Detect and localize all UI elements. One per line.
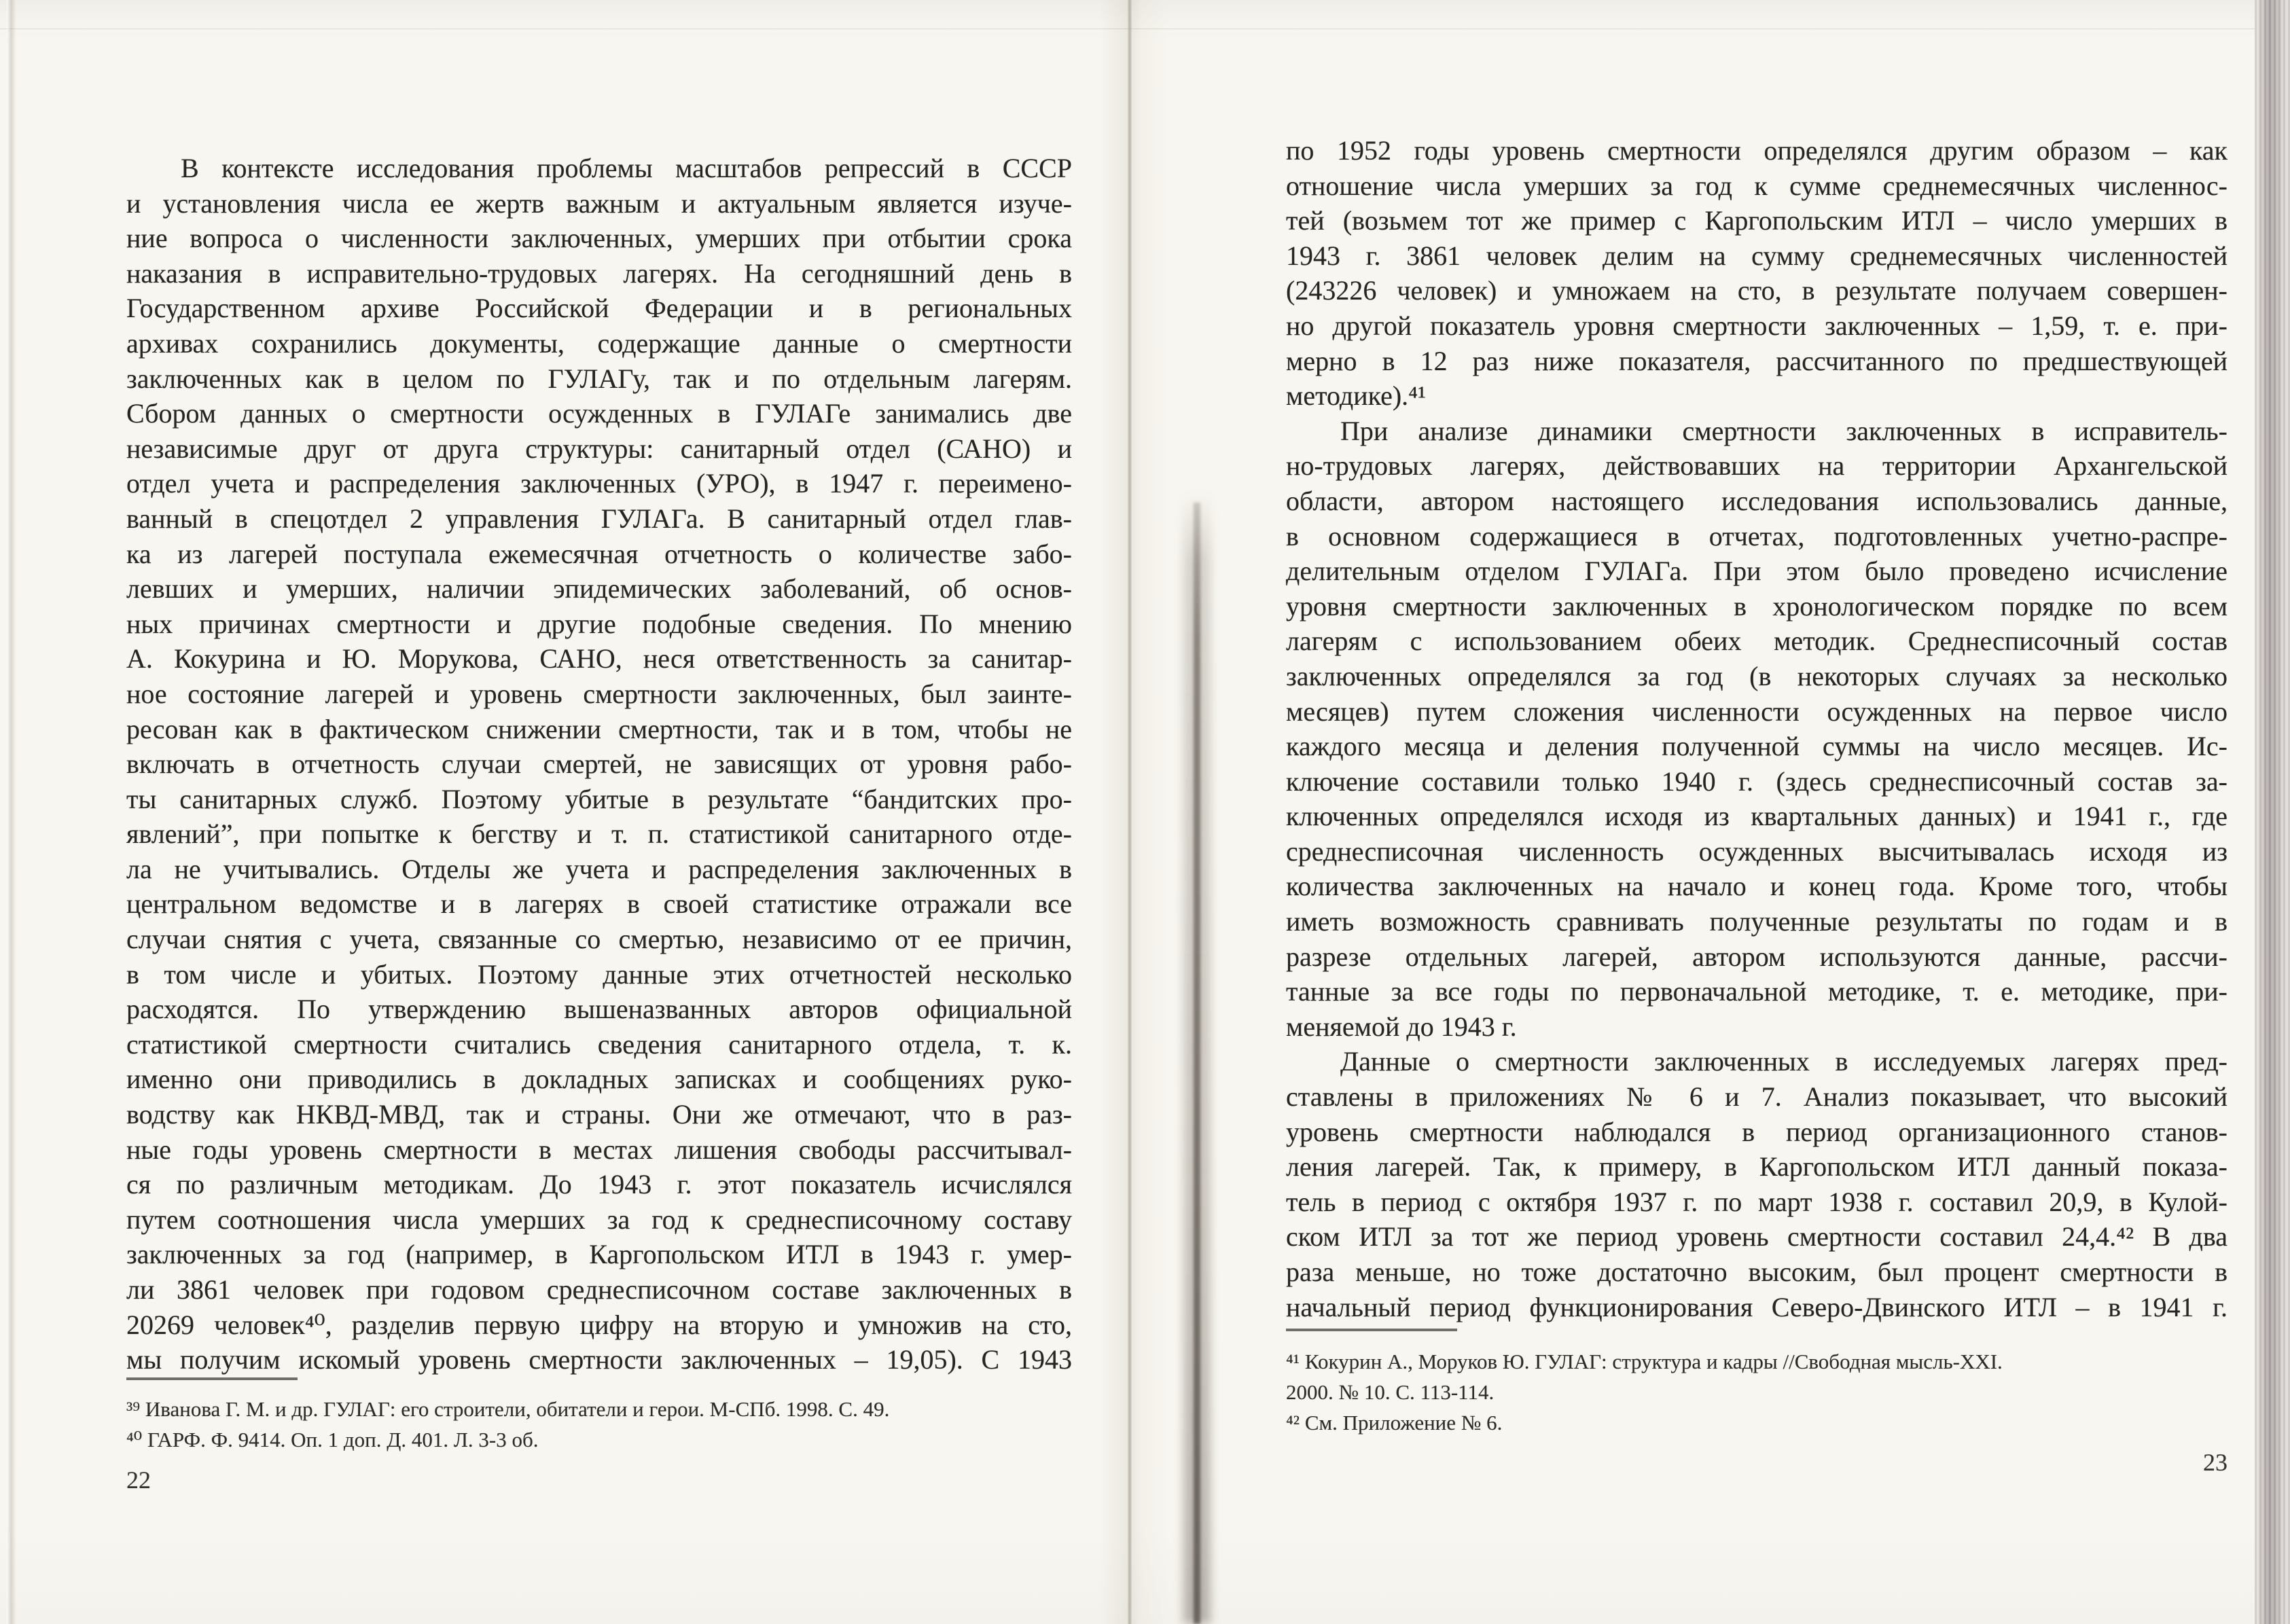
- text-line: в том числе и убитых. Поэтому данные этих отчетностей несколько: [126, 958, 1072, 990]
- text-line: независимые друг от друга структуры: санитарный отдел (САНО) и: [126, 433, 1072, 464]
- text-line: среднесписочная численность осужденных высчитывалась исходя из: [1286, 835, 2228, 867]
- text-line: ресован как в фактическом снижении смертности, так и в том, чтобы не: [126, 713, 1072, 744]
- text-line: начальный период функционирования Северо-Двинского ИТЛ – в 1941 г.: [1286, 1291, 2228, 1322]
- text-line: Данные о смертности заключенных в исследуемых лагерях пред-: [1340, 1046, 2228, 1077]
- text-line: путем соотношения числа умерших за год к среднесписочному составу: [126, 1204, 1072, 1235]
- text-line: уровня смертности заключенных в хронологическом порядке по всем: [1286, 590, 2228, 621]
- text-line: В контексте исследования проблемы масштабов репрессий в СССР: [181, 153, 1072, 183]
- footnote-line: ³⁹ Иванова Г. М. и др. ГУЛАГ: его строители, обитатели и герои. М-СПб. 1998. С. 49.: [126, 1397, 890, 1421]
- text-line: водству как НКВД-МВД, так и страны. Они же отмечают, что в раз-: [126, 1099, 1072, 1130]
- footnote-line: ⁴⁰ ГАРФ. Ф. 9414. Оп. 1 доп. Д. 401. Л. 3-3 об.: [126, 1428, 539, 1451]
- text-line: и установления числа ее жертв важным и актуальным является изуче-: [126, 187, 1072, 219]
- text-line: меняемой до 1943 г.: [1286, 1011, 1517, 1042]
- text-line: ся по различным методикам. До 1943 г. этот показатель исчислялся: [126, 1169, 1072, 1200]
- text-line: Государственном архиве Российской Федерации и в региональных: [126, 293, 1072, 324]
- text-line: ключение составили только 1940 г. (здесь среднесписочный состав за-: [1286, 765, 2228, 797]
- text-line: А. Кокурина и Ю. Морукова, САНО, неся ответственность за санитар-: [126, 643, 1072, 674]
- book-page-edges: [2255, 0, 2290, 1624]
- text-line: заключенных как в целом по ГУЛАГу, так и по отдельным лагерям.: [126, 363, 1072, 394]
- left-footnote-rule: [126, 1377, 298, 1380]
- text-line: лагерям с использованием обеих методик. Среднесписочный состав: [1286, 626, 2228, 657]
- text-line: ты санитарных служб. Поэтому убитые в результате “бандитских про-: [126, 783, 1072, 814]
- text-line: ставлены в приложениях № 6 и 7. Анализ показывает, что высокий: [1286, 1081, 2228, 1113]
- text-line: случаи снятия с учета, связанные со смертью, независимо от ее причин,: [126, 924, 1072, 955]
- text-line: ка из лагерей поступала ежемесячная отчетность о количестве забо-: [126, 538, 1072, 569]
- text-line: отдел учета и распределения заключенных (УРО), в 1947 г. переимено-: [126, 468, 1072, 499]
- text-line: месяцев) путем сложения численности осужденных на первое число: [1286, 696, 2228, 727]
- left-page-footnotes: [126, 1394, 1072, 1455]
- text-line: ления лагерей. Так, к примеру, в Каргопольском ИТЛ данный показа-: [1286, 1151, 2228, 1183]
- text-line: ное состояние лагерей и уровень смертности заключенных, был заинте-: [126, 678, 1072, 709]
- text-line: заключенных определялся за год (в некоторых случаях за несколько: [1286, 660, 2228, 691]
- text-line: мерно в 12 раз ниже показателя, рассчитанного по предшествующей: [1286, 345, 2228, 376]
- text-line: ключенных определялся исходя из квартальных данных) и 1941 г., где: [1286, 801, 2228, 832]
- gutter-shade: [1099, 0, 1170, 1624]
- text-line: танные за все годы по первоначальной методике, т. е. методике, при-: [1286, 976, 2228, 1007]
- gutter-crease: [1128, 0, 1132, 1624]
- text-line: уровень смертности наблюдался в период организационного станов-: [1286, 1116, 2228, 1147]
- left-page-edge: [7, 0, 16, 1624]
- text-line: 20269 человек⁴⁰, разделив первую цифру на вторую и умножив на сто,: [126, 1309, 1072, 1340]
- text-line: мы получим искомый уровень смертности заключенных – 19,05). С 1943: [126, 1344, 1072, 1375]
- fold-shadow-line: [1194, 503, 1200, 1624]
- text-line: тель в период с октября 1937 г. по март 1938 г. составил 20,9, в Кулой-: [1286, 1186, 2228, 1217]
- text-line: отношение числа умерших за год к сумме среднемесячных численнос-: [1286, 170, 2228, 201]
- text-line: центральном ведомстве и в лагерях в своей статистике отражали все: [126, 888, 1072, 920]
- right-footnote-rule: [1286, 1329, 1457, 1331]
- right-page-body-text: [1286, 133, 2228, 1324]
- text-line: левших и умерших, наличии эпидемических заболеваний, об основ-: [126, 573, 1072, 605]
- text-line: явлений”, при попытке к бегству и т. п. статистикой санитарного отде-: [126, 818, 1072, 850]
- text-line: Сбором данных о смертности осужденных в ГУЛАГе занимались две: [126, 398, 1072, 429]
- text-line: ные годы уровень смертности в местах лишения свободы рассчитывал-: [126, 1134, 1072, 1165]
- text-line: ли 3861 человек при годовом среднесписочном составе заключенных в: [126, 1274, 1072, 1305]
- text-line: ла не учитывались. Отделы же учета и распределения заключенных в: [126, 853, 1072, 884]
- text-line: именно они приводились в докладных записках и сообщениях руко-: [126, 1064, 1072, 1095]
- text-line: ние вопроса о численности заключенных, умерших при отбытии срока: [126, 223, 1072, 254]
- text-line: ском ИТЛ за тот же период уровень смертности составил 24,4.⁴² В два: [1286, 1221, 2228, 1252]
- text-line: (243226 человек) и умножаем на сто, в результате получаем совершен-: [1286, 275, 2228, 306]
- text-line: количества заключенных на начало и конец года. Кроме того, чтобы: [1286, 871, 2228, 902]
- left-page-body-text: [126, 151, 1072, 1377]
- text-line: делительным отделом ГУЛАГа. При этом было проведено исчисление: [1286, 556, 2228, 587]
- text-line: заключенных за год (например, в Каргопольском ИТЛ в 1943 г. умер-: [126, 1239, 1072, 1270]
- text-line: но другой показатель уровня смертности заключенных – 1,59, т. е. при-: [1286, 310, 2228, 341]
- text-line: разрезе отдельных лагерей, автором используются данные, рассчи-: [1286, 941, 2228, 972]
- text-line: ных причинах смертности и другие подобные сведения. По мнению: [126, 608, 1072, 639]
- text-line: области, автором настоящего исследования использовались данные,: [1286, 485, 2228, 516]
- text-line: статистикой смертности считались сведения санитарного отдела, т. к.: [126, 1028, 1072, 1060]
- footnote-line: 2000. № 10. С. 113-114.: [1286, 1380, 1495, 1404]
- text-line: методике).⁴¹: [1286, 380, 1427, 412]
- text-line: но-трудовых лагерях, действовавших на территории Архангельской: [1286, 450, 2228, 482]
- footnote-line: ⁴¹ Кокурин А., Моруков Ю. ГУЛАГ: структура и кадры //Свободная мысль-XXI.: [1286, 1350, 2003, 1373]
- text-line: тей (возьмем тот же пример с Каргопольским ИТЛ – число умерших в: [1286, 205, 2228, 236]
- text-line: в основном содержащиеся в отчетах, подготовленных учетно-распре-: [1286, 520, 2228, 552]
- text-line: раза меньше, но тоже достаточно высоким, был процент смертности в: [1286, 1257, 2228, 1287]
- footnote-line: ⁴² См. Приложение № 6.: [1286, 1411, 1503, 1434]
- text-line: наказания в исправительно-трудовых лагерях. На сегодняшний день в: [126, 257, 1072, 289]
- right-page-footnotes: [1286, 1346, 2228, 1438]
- text-line: расходятся. По утверждению вышеназванных авторов официальной: [126, 994, 1072, 1025]
- text-line: включать в отчетность случаи смертей, не зависящих от уровня рабо-: [126, 748, 1072, 780]
- text-line: архивах сохранились документы, содержащие данные о смертности: [126, 327, 1072, 359]
- text-line: каждого месяца и деления полученной суммы на число месяцев. Ис-: [1286, 731, 2228, 762]
- page-number-right: 23: [2203, 1449, 2228, 1476]
- text-line: ванный в спецотдел 2 управления ГУЛАГа. В санитарный отдел глав-: [126, 503, 1072, 534]
- text-line: по 1952 годы уровень смертности определялся другим образом – как: [1286, 135, 2228, 166]
- text-line: При анализе динамики смертности заключенных в исправитель-: [1340, 415, 2228, 446]
- text-line: 1943 г. 3861 человек делим на сумму среднемесячных численностей: [1286, 240, 2228, 271]
- page-number-left: 22: [126, 1466, 151, 1494]
- text-line: иметь возможность сравнивать полученные результаты по годам и в: [1286, 906, 2228, 937]
